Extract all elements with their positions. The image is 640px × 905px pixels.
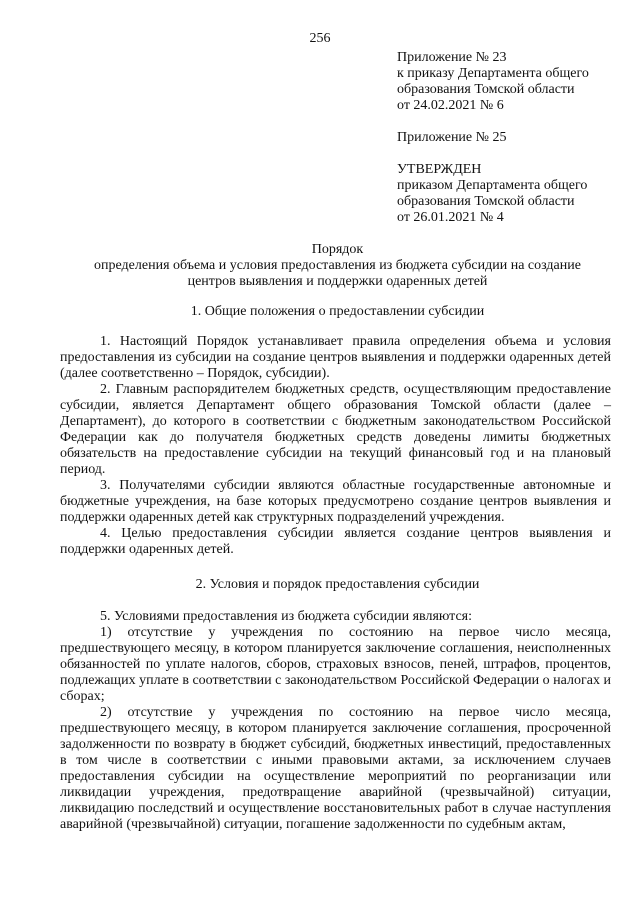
approved-line: от 26.01.2021 № 4 — [397, 210, 504, 225]
paragraph: 2) отсутствие у учреждения по состоянию на первое число месяца, предшествующего месяцу, в котором планируется заключение соглашения, просроченной задолженности по возврату в бюджет субсидий, бюджетных инвестиций, предоставленных в том числе в соответствии с иными правовыми актами, за исключением случаев предоставления субсидии на осуществление мероприятий по реорганизации или ликвидации учреждения, предотвращение аварийной (чрезвычайной) ситуации, ликвидацию последствий и осуществление восстановительных работ в случае наступления аварийной (чрезвычайной) ситуации, погашение задолженности по судебным актам, — [60, 705, 611, 832]
section-1-heading: 1. Общие положения о предоставлении субсидии — [190, 304, 485, 319]
section-2-body — [60, 609, 611, 833]
page-number: 256 — [309, 31, 331, 46]
paragraph: 4. Целью предоставления субсидии является создание центров выявления и поддержки одаренных детей. — [60, 526, 611, 557]
appendix-23-line: к приказу Департамента общего — [397, 66, 589, 81]
title-line: центров выявления и поддержки одаренных детей — [187, 274, 488, 289]
title-line: Порядок — [311, 242, 364, 257]
appendix-23-line: Приложение № 23 — [397, 50, 507, 65]
paragraph: 3. Получателями субсидии являются областные государственные автономные и бюджетные учреждения, на базе которых предусмотрено создание центров выявления и поддержки одаренных детей как структурных подразделений учреждения. — [60, 478, 611, 525]
approved-line: образования Томской области — [397, 194, 575, 209]
appendix-25-line: Приложение № 25 — [397, 130, 507, 145]
appendix-23-line: от 24.02.2021 № 6 — [397, 98, 504, 113]
appendix-23-block — [397, 50, 589, 114]
appendix-23-line: образования Томской области — [397, 82, 575, 97]
paragraph: 2. Главным распорядителем бюджетных средств, осуществляющим предоставление субсидии, является Департамент общего образования Томской области (далее – Департамент), до которого в соответствии с бюджетным законодательством Российской Федерации как до получателя бюджетных средств доведены лимиты бюджетных обязательств на предоставление субсидии на текущий финансовый год и на плановый период. — [60, 382, 611, 477]
approved-heading: УТВЕРЖДЕН — [397, 162, 482, 177]
title-line: определения объема и условия предоставления из бюджета субсидии на создание — [94, 258, 581, 273]
document-title — [60, 242, 615, 290]
section-1-body — [60, 334, 611, 558]
section-2-heading: 2. Условия и порядок предоставления субсидии — [195, 577, 480, 592]
paragraph: 1. Настоящий Порядок устанавливает правила определения объема и условия предоставления из субсидии на создание центров выявления и поддержки одаренных детей (далее соответственно – Порядок, субсидии). — [60, 334, 611, 381]
paragraph: 5. Условиями предоставления из бюджета субсидии являются: — [100, 609, 472, 624]
approved-line: приказом Департамента общего — [397, 178, 588, 193]
approved-block — [397, 162, 587, 226]
appendix-25-block — [397, 130, 507, 146]
paragraph: 1) отсутствие у учреждения по состоянию на первое число месяца, предшествующего месяцу, в котором планируется заключение соглашения, неисполненных обязанностей по уплате налогов, сборов, страховых взносов, пеней, штрафов, процентов, подлежащих уплате в соответствии с законодательством Российской Федерации о налогах и сборах; — [60, 625, 611, 704]
